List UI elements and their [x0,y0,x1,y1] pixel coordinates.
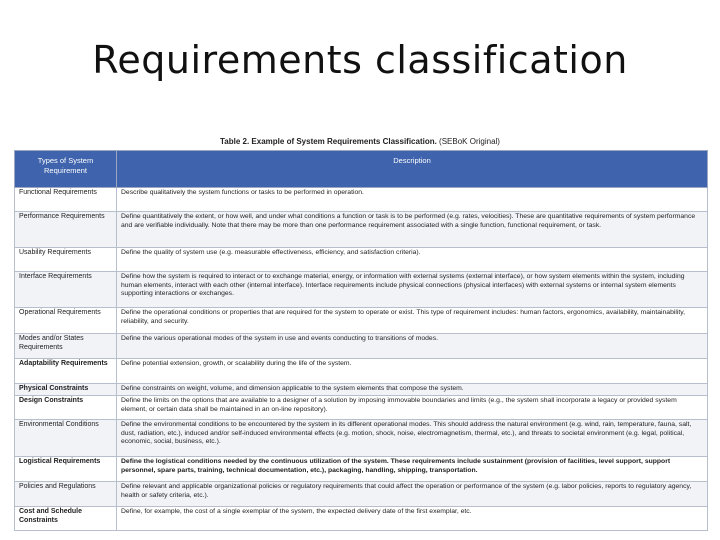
table-row [15,420,708,457]
row-type: Physical Constraints [15,384,117,396]
table-caption-label: Table 2. Example of System Requirements Classification. [220,137,437,146]
table-row [15,396,708,420]
row-description: Define the logistical conditions needed by the continuous utilization of the system. These requirements include sustainment (provision of facilities, level support, support personnel, spare parts, training, technical documentation, etc.), packaging, handling, shipping, transportation. [117,457,708,482]
requirements-table [14,150,708,531]
table-row [15,334,708,359]
row-type: Operational Requirements [15,308,117,334]
row-description: Define the limits on the options that are available to a designer of a solution by imposing immovable boundaries and limits (e.g., the system shall incorporate a legacy or provided system element, or certain data shall be maintained in an on-line repository). [117,396,708,420]
table-row [15,212,708,248]
table-row [15,482,708,507]
row-description: Define the operational conditions or properties that are required for the system to operate or exist. This type of requirement includes: human factors, ergonomics, availability, maintainability, reliability, and security. [117,308,708,334]
row-description: Define how the system is required to interact or to exchange material, energy, or information with external systems (external interface), or how system elements within the system, including human elements, interact with each other (internal interface). Interface requirements include physical connections (physical interfaces) with external systems or internal system elements supporting interactions or exchanges. [117,272,708,308]
table-header-row [15,151,708,188]
row-description: Define the quality of system use (e.g. measurable effectiveness, efficiency, and satisfaction criteria). [117,248,708,272]
header-type: Types of System Requirement [15,151,117,188]
row-description: Define the environmental conditions to be encountered by the system in its different operational modes. This should address the natural environment (e.g. wind, rain, temperature, fauna, salt, dust, radiation, etc.), induced and/or self-induced environmental effects (e.g. motion, shock, noise, electromagnetism, thermal, etc.), and threats to societal environment (e.g. legal, political, economic, social, business, etc.). [117,420,708,457]
row-description: Define the various operational modes of the system in use and events conducting to transitions of modes. [117,334,708,359]
table-row [15,507,708,531]
row-type: Usability Requirements [15,248,117,272]
table-row [15,384,708,396]
row-type: Design Constraints [15,396,117,420]
table-row [15,457,708,482]
row-type: Cost and Schedule Constraints [15,507,117,531]
table-row [15,248,708,272]
row-type: Modes and/or States Requirements [15,334,117,359]
table-row [15,272,708,308]
table-row [15,188,708,212]
header-description: Description [117,151,708,188]
row-type: Policies and Regulations [15,482,117,507]
row-description: Define potential extension, growth, or scalability during the life of the system. [117,359,708,384]
row-description: Define relevant and applicable organizational policies or regulatory requirements that could affect the operation or performance of the system (e.g. labor policies, reports to regulatory agency, health or safety criteria, etc.). [117,482,708,507]
table-caption-source: (SEBoK Original) [436,137,500,146]
table-caption [0,137,720,146]
row-description: Define quantitatively the extent, or how well, and under what conditions a function or task is to be performed (e.g. rates, velocities). These are quantitative requirements of system performance and are verifiable individually. Note that there may be more than one performance requirement associated with a single function, functional requirement, or task. [117,212,708,248]
row-type: Adaptability Requirements [15,359,117,384]
row-type: Environmental Conditions [15,420,117,457]
row-description: Describe qualitatively the system functions or tasks to be performed in operation. [117,188,708,212]
row-description: Define, for example, the cost of a single exemplar of the system, the expected delivery date of the first exemplar, etc. [117,507,708,531]
table-row [15,359,708,384]
slide-title: Requirements classification [92,38,628,82]
row-type: Interface Requirements [15,272,117,308]
row-type: Performance Requirements [15,212,117,248]
row-type: Logistical Requirements [15,457,117,482]
row-type: Functional Requirements [15,188,117,212]
table-row [15,308,708,334]
row-description: Define constraints on weight, volume, and dimension applicable to the system elements that compose the system. [117,384,708,396]
